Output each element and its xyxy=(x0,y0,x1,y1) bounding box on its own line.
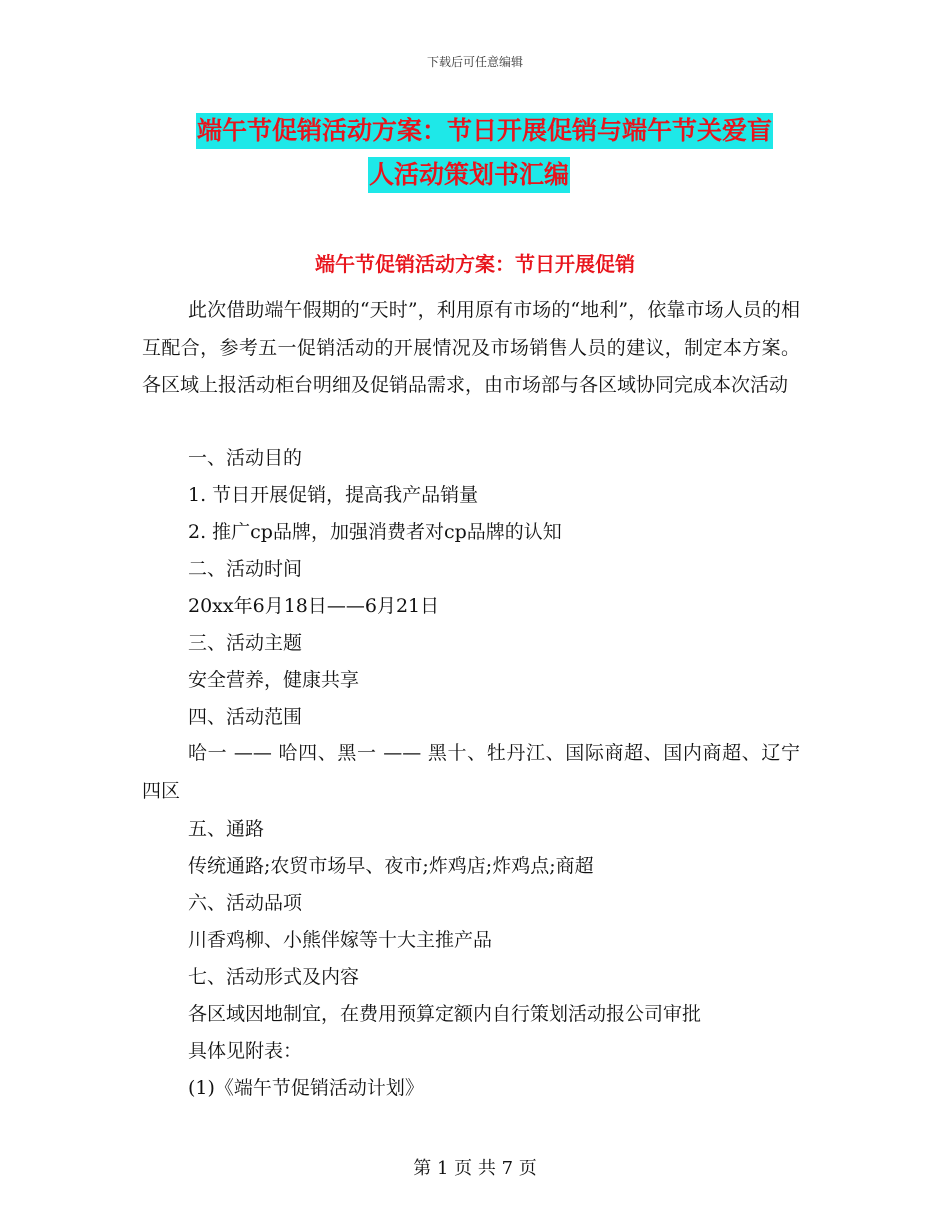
appendix-note: 具体见附表： xyxy=(188,1040,303,1062)
channels-text: 传统通路;农贸市场早、夜市;炸鸡店;炸鸡点;商超 xyxy=(188,855,594,877)
activity-theme-text: 安全营养，健康共享 xyxy=(188,669,360,691)
section-subtitle: 端午节促销活动方案：节日开展促销 xyxy=(315,252,635,276)
intro-paragraph: 此次借助端午假期的“天时”，利用原有市场的“地利”，依靠市场人员的相互配合，参考五一促销活动的开展情况及市场销售人员的建议，制定本方案。各区域上报活动柜台明细及促销品需求，由市场部与各区域协同完成本次活动 xyxy=(142,299,800,396)
heading-activity-purpose: 一、活动目的 xyxy=(188,447,303,469)
purpose-item-2: 2. 推广cp品牌，加强消费者对cp品牌的认知 xyxy=(188,521,562,543)
purpose-item-1: 1. 节日开展促销，提高我产品销量 xyxy=(188,484,479,506)
heading-activity-time: 二、活动时间 xyxy=(188,558,303,580)
page-footer: 第 1 页 共 7 页 xyxy=(413,1158,537,1179)
document-title-line-2: 人活动策划书汇编 xyxy=(368,157,570,193)
activity-scope-text: 哈一 —— 哈四、黑一 —— 黑十、牡丹江、国际商超、国内商超、辽宁四区 xyxy=(142,742,800,802)
header-note: 下载后可任意编辑 xyxy=(426,55,523,69)
heading-activity-scope: 四、活动范围 xyxy=(188,706,303,728)
activity-time-text: 20xx年6月18日——6月21日 xyxy=(188,595,440,617)
heading-activity-items: 六、活动品项 xyxy=(188,892,303,914)
activity-items-text: 川香鸡柳、小熊伴嫁等十大主推产品 xyxy=(188,929,493,951)
activity-format-text: 各区域因地制宜，在费用预算定额内自行策划活动报公司审批 xyxy=(188,1003,702,1025)
heading-activity-format: 七、活动形式及内容 xyxy=(188,966,360,988)
heading-channels: 五、通路 xyxy=(188,818,265,840)
heading-activity-theme: 三、活动主题 xyxy=(188,632,303,654)
document-title-line-1: 端午节促销活动方案：节日开展促销与端午节关爱盲 xyxy=(196,113,773,149)
appendix-item-1: (1)《端午节促销活动计划》 xyxy=(188,1077,424,1099)
